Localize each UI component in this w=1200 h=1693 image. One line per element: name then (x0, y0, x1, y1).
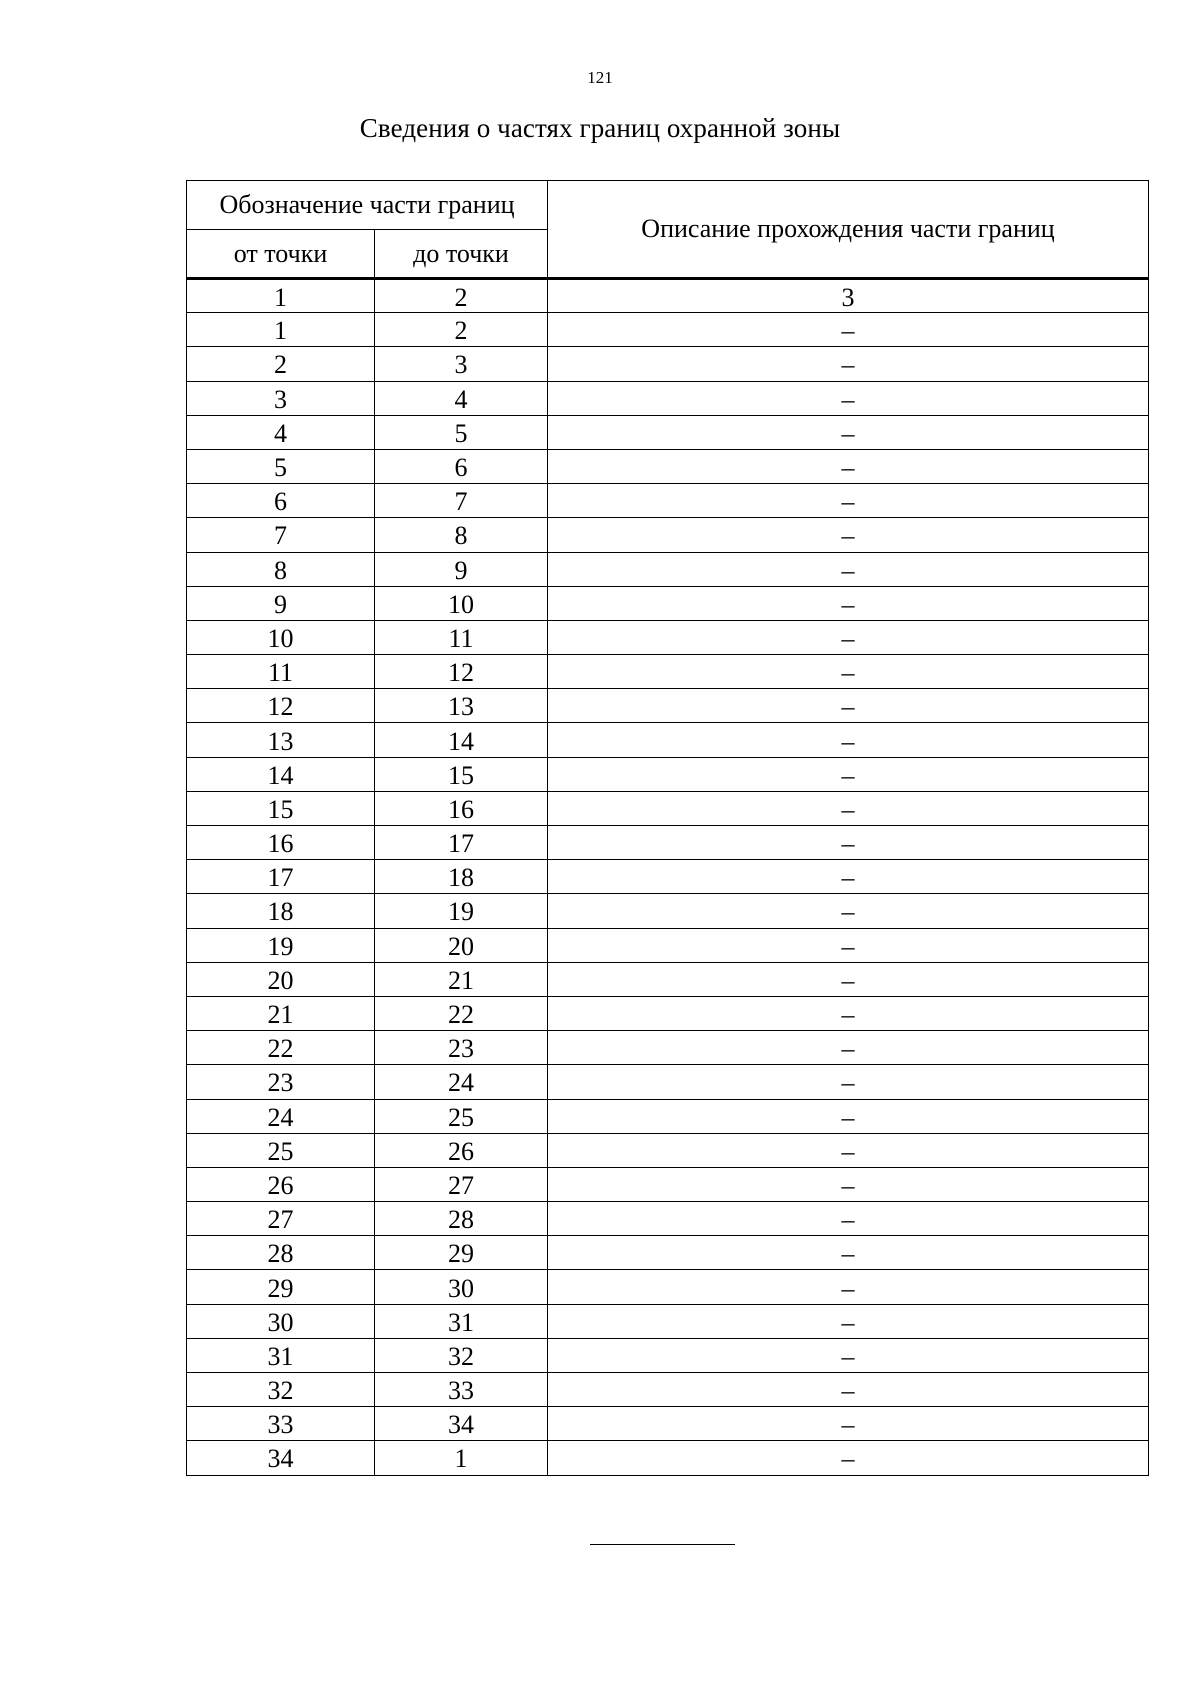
table-row (187, 381, 1149, 415)
table-header (187, 181, 1149, 279)
from-point-cell: 15 (187, 791, 375, 825)
table-row (187, 586, 1149, 620)
from-point-cell: 3 (187, 381, 375, 415)
to-point-cell: 32 (375, 1338, 548, 1372)
to-point-cell: 26 (375, 1133, 548, 1167)
table-row (187, 791, 1149, 825)
table-row (187, 996, 1149, 1030)
from-point-cell: 18 (187, 894, 375, 928)
description-cell: – (548, 1407, 1149, 1441)
description-cell: – (548, 1065, 1149, 1099)
from-point-cell: 12 (187, 689, 375, 723)
to-point-cell: 15 (375, 757, 548, 791)
description-cell: – (548, 996, 1149, 1030)
description-cell: – (548, 484, 1149, 518)
to-point-cell: 24 (375, 1065, 548, 1099)
to-point-cell: 33 (375, 1373, 548, 1407)
table-row (187, 1065, 1149, 1099)
to-point-cell: 29 (375, 1236, 548, 1270)
from-point-cell: 30 (187, 1304, 375, 1338)
table-row (187, 1202, 1149, 1236)
from-point-cell: 29 (187, 1270, 375, 1304)
table-row (187, 1270, 1149, 1304)
description-cell: – (548, 1099, 1149, 1133)
to-point-cell: 11 (375, 620, 548, 654)
from-point-cell: 34 (187, 1441, 375, 1475)
to-point-cell: 4 (375, 381, 548, 415)
from-point-cell: 8 (187, 552, 375, 586)
from-point-cell: 26 (187, 1167, 375, 1201)
table-row (187, 449, 1149, 483)
from-point-cell: 21 (187, 996, 375, 1030)
column-number: 1 (187, 279, 375, 313)
description-cell: – (548, 826, 1149, 860)
description-cell: – (548, 1236, 1149, 1270)
table-row (187, 757, 1149, 791)
from-point-cell: 17 (187, 860, 375, 894)
to-point-cell: 22 (375, 996, 548, 1030)
description-cell: – (548, 894, 1149, 928)
from-point-cell: 2 (187, 347, 375, 381)
to-point-cell: 19 (375, 894, 548, 928)
to-point-cell: 31 (375, 1304, 548, 1338)
table-body (187, 279, 1149, 1476)
table-row (187, 1338, 1149, 1372)
description-cell: – (548, 1441, 1149, 1475)
table-row (187, 552, 1149, 586)
from-point-cell: 6 (187, 484, 375, 518)
from-point-cell: 28 (187, 1236, 375, 1270)
to-point-cell: 28 (375, 1202, 548, 1236)
table-row (187, 860, 1149, 894)
description-cell: – (548, 1270, 1149, 1304)
table-row (187, 894, 1149, 928)
to-point-cell: 5 (375, 415, 548, 449)
from-point-cell: 32 (187, 1373, 375, 1407)
from-point-cell: 10 (187, 620, 375, 654)
header-to-point: до точки (375, 230, 548, 279)
description-cell: – (548, 449, 1149, 483)
to-point-cell: 9 (375, 552, 548, 586)
to-point-cell: 20 (375, 928, 548, 962)
to-point-cell: 6 (375, 449, 548, 483)
table-row (187, 1167, 1149, 1201)
table-row (187, 689, 1149, 723)
description-cell: – (548, 860, 1149, 894)
from-point-cell: 4 (187, 415, 375, 449)
from-point-cell: 31 (187, 1338, 375, 1372)
from-point-cell: 13 (187, 723, 375, 757)
to-point-cell: 34 (375, 1407, 548, 1441)
column-number: 2 (375, 279, 548, 313)
page-title: Сведения о частях границ охранной зоны (359, 113, 841, 143)
description-cell: – (548, 1338, 1149, 1372)
to-point-cell: 17 (375, 826, 548, 860)
from-point-cell: 1 (187, 313, 375, 347)
description-cell: – (548, 1304, 1149, 1338)
to-point-cell: 2 (375, 313, 548, 347)
to-point-cell: 27 (375, 1167, 548, 1201)
description-cell: – (548, 518, 1149, 552)
header-boundary-designation: Обозначение части границ (187, 181, 548, 230)
table-row (187, 313, 1149, 347)
from-point-cell: 16 (187, 826, 375, 860)
description-cell: – (548, 1202, 1149, 1236)
description-cell: – (548, 347, 1149, 381)
column-number-row (187, 279, 1149, 313)
table-row (187, 1099, 1149, 1133)
from-point-cell: 24 (187, 1099, 375, 1133)
description-cell: – (548, 791, 1149, 825)
column-number: 3 (548, 279, 1149, 313)
table-row (187, 1236, 1149, 1270)
to-point-cell: 23 (375, 1031, 548, 1065)
description-cell: – (548, 928, 1149, 962)
description-cell: – (548, 1031, 1149, 1065)
to-point-cell: 18 (375, 860, 548, 894)
description-cell: – (548, 723, 1149, 757)
to-point-cell: 25 (375, 1099, 548, 1133)
to-point-cell: 1 (375, 1441, 548, 1475)
description-cell: – (548, 415, 1149, 449)
to-point-cell: 13 (375, 689, 548, 723)
description-cell: – (548, 962, 1149, 996)
from-point-cell: 27 (187, 1202, 375, 1236)
description-cell: – (548, 1133, 1149, 1167)
table-row (187, 928, 1149, 962)
table-row (187, 1133, 1149, 1167)
from-point-cell: 20 (187, 962, 375, 996)
description-cell: – (548, 313, 1149, 347)
to-point-cell: 7 (375, 484, 548, 518)
description-cell: – (548, 655, 1149, 689)
from-point-cell: 14 (187, 757, 375, 791)
description-cell: – (548, 1167, 1149, 1201)
header-from-point: от точки (187, 230, 375, 279)
from-point-cell: 23 (187, 1065, 375, 1099)
table-row (187, 415, 1149, 449)
table-row (187, 1441, 1149, 1475)
from-point-cell: 9 (187, 586, 375, 620)
table-row (187, 1373, 1149, 1407)
to-point-cell: 30 (375, 1270, 548, 1304)
table-row (187, 826, 1149, 860)
from-point-cell: 19 (187, 928, 375, 962)
from-point-cell: 22 (187, 1031, 375, 1065)
to-point-cell: 21 (375, 962, 548, 996)
from-point-cell: 25 (187, 1133, 375, 1167)
table-row (187, 723, 1149, 757)
to-point-cell: 14 (375, 723, 548, 757)
table-row (187, 620, 1149, 654)
table-row (187, 1407, 1149, 1441)
header-description: Описание прохождения части границ (548, 181, 1149, 279)
table-row (187, 518, 1149, 552)
description-cell: – (548, 1373, 1149, 1407)
to-point-cell: 12 (375, 655, 548, 689)
from-point-cell: 5 (187, 449, 375, 483)
from-point-cell: 33 (187, 1407, 375, 1441)
table-row (187, 484, 1149, 518)
description-cell: – (548, 381, 1149, 415)
description-cell: – (548, 689, 1149, 723)
description-cell: – (548, 552, 1149, 586)
table-row (187, 1031, 1149, 1065)
table-row (187, 347, 1149, 381)
to-point-cell: 8 (375, 518, 548, 552)
table-row (187, 962, 1149, 996)
to-point-cell: 10 (375, 586, 548, 620)
page-number: 121 (587, 68, 613, 87)
description-cell: – (548, 620, 1149, 654)
description-cell: – (548, 757, 1149, 791)
end-divider (590, 1544, 735, 1545)
to-point-cell: 16 (375, 791, 548, 825)
from-point-cell: 7 (187, 518, 375, 552)
to-point-cell: 3 (375, 347, 548, 381)
boundary-parts-table (186, 180, 1149, 1476)
description-cell: – (548, 586, 1149, 620)
table-row (187, 1304, 1149, 1338)
from-point-cell: 11 (187, 655, 375, 689)
table-row (187, 655, 1149, 689)
